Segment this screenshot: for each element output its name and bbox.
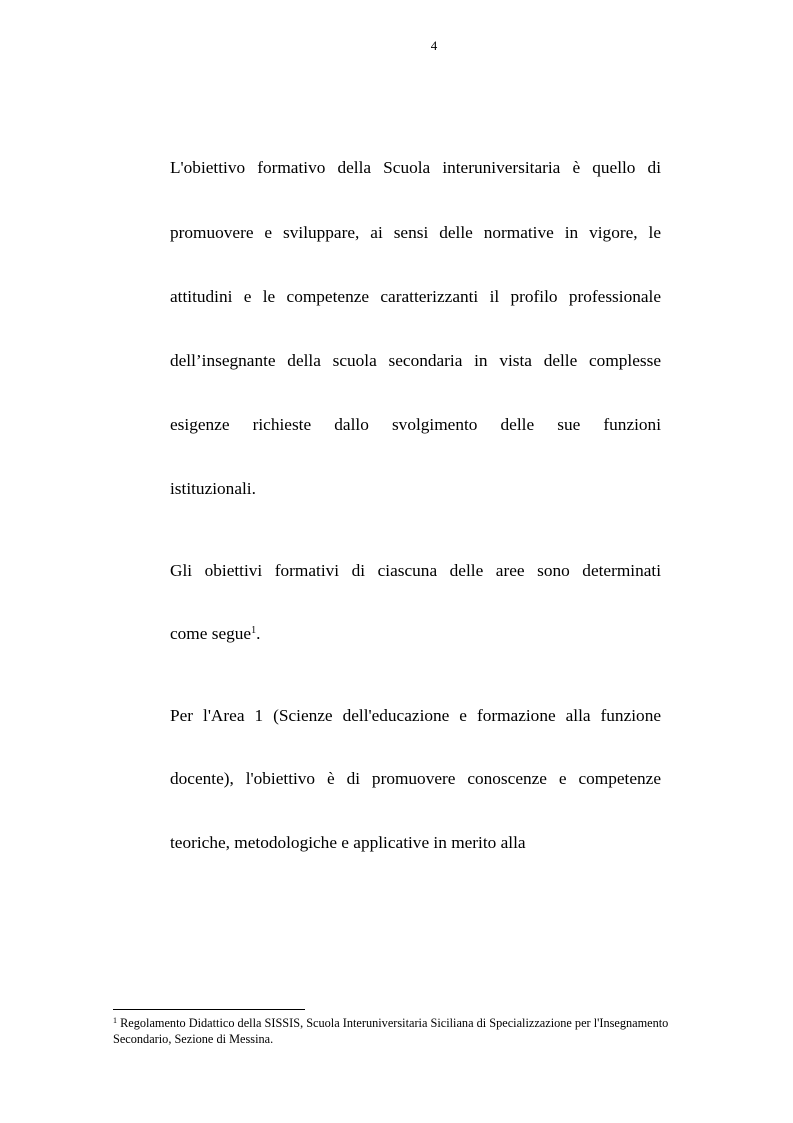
footnote-line-2: Secondario, Sezione di Messina.	[113, 1032, 274, 1046]
paragraph-2-trailing-period: .	[256, 624, 261, 643]
paragraph-1-line-2: promuovere e sviluppare, ai sensi delle normative in vigore, le	[170, 223, 661, 242]
paragraph-1-line-3: attitudini e le competenze caratterizzanti il profilo professionale	[170, 287, 661, 306]
paragraph-3-line-3: teoriche, metodologiche e applicative in merito alla	[170, 833, 526, 852]
paragraph-1-line-4: dell’insegnante della scuola secondaria in vista delle complesse	[170, 351, 661, 370]
paragraph-3-line-2: docente), l'obiettivo è di promuovere conoscenze e competenze	[170, 769, 661, 788]
paragraph-2-line-1: Gli obiettivi formativi di ciascuna delle aree sono determinati	[170, 561, 661, 580]
footnote-separator	[113, 1009, 305, 1010]
paragraph-1-line-1: L'obiettivo formativo della Scuola interuniversitaria è quello di	[170, 158, 661, 177]
footnote-line-1	[113, 1015, 723, 1031]
paragraph-1-line-6: istituzionali.	[170, 479, 256, 498]
footnote-reference: 1	[251, 625, 257, 636]
footnote	[113, 1015, 723, 1047]
footnote-marker: 1	[113, 1016, 117, 1025]
paragraph-2-line-2	[170, 624, 661, 644]
paragraph-1-line-5: esigenze richieste dallo svolgimento delle sue funzioni	[170, 415, 661, 434]
page-number: 4	[430, 38, 438, 53]
paragraph-3-line-1: Per l'Area 1 (Scienze dell'educazione e formazione alla funzione	[170, 706, 661, 725]
footnote-text-1: Regolamento Didattico della SISSIS, Scuola Interuniversitaria Siciliana di Specializzazione per l'Insegnamento	[120, 1016, 669, 1030]
paragraph-2-line-2-text: come segue	[170, 624, 252, 643]
